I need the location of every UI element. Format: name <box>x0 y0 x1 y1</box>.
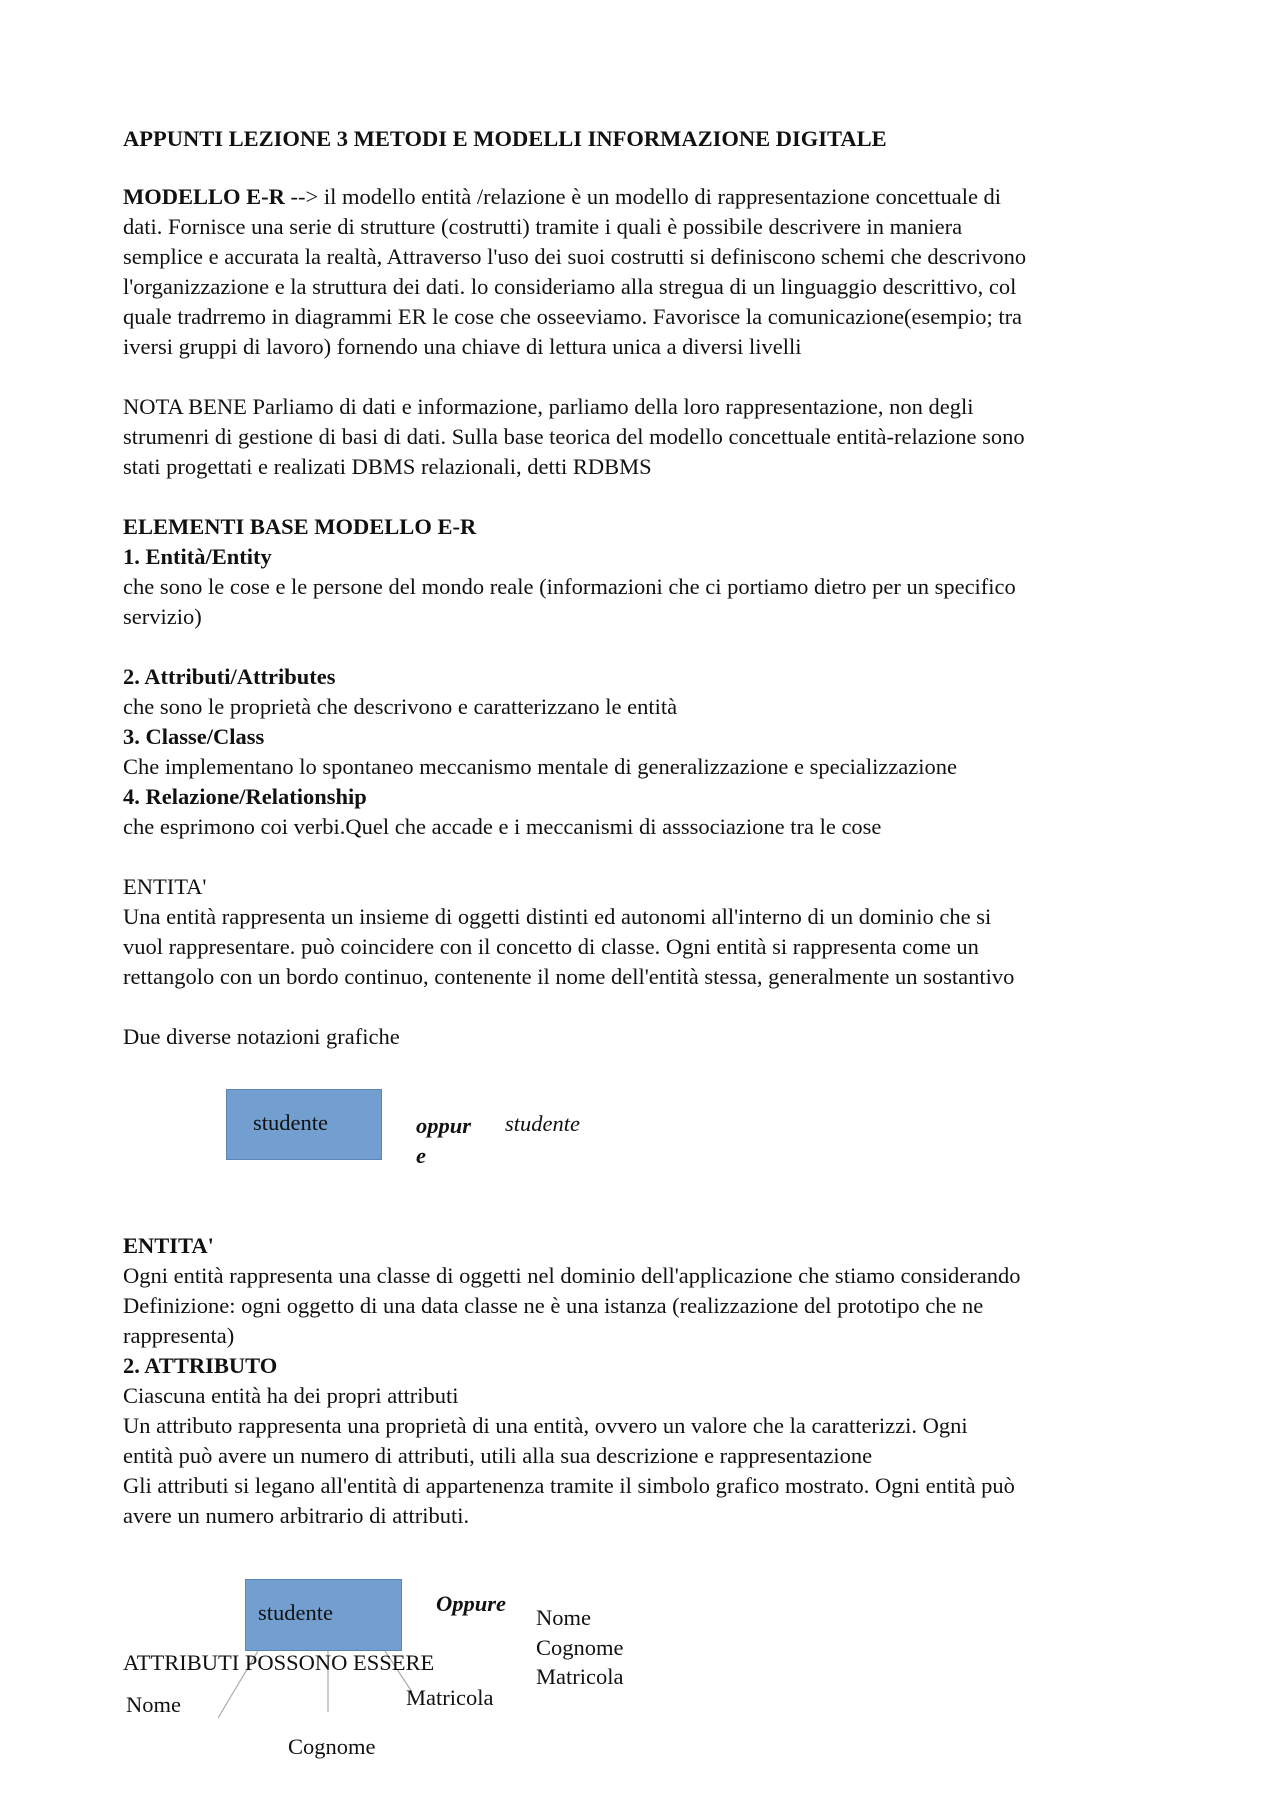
modello-paragraph-line-5: quale tradrremo in diagrammi ER le cose che osseeviamo. Favorisce la comunicazione(esempio; tra <box>123 304 1023 329</box>
modello-paragraph-line-3: semplice e accurata la realtà, Attraverso l'uso dei suoi costrutti si definiscono schemi che descrivono <box>123 244 1027 269</box>
attributo-line-3: entità può avere un numero di attributi, utili alla sua descrizione e rappresentazione <box>123 1443 873 1468</box>
entita-1-line-2: vuol rappresentare. può coincidere con il concetto di classe. Ogni entità si rappresenta come un <box>123 934 979 959</box>
attribute-nome: Nome <box>126 1692 181 1717</box>
elementi-item-3-text: Che implementano lo spontaneo meccanismo mentale di generalizzazione e specializzazione <box>123 754 958 779</box>
modello-line-1-text: --> il modello entità /relazione è un modello di rappresentazione concettuale di <box>284 184 1002 209</box>
elementi-item-4-text: che esprimono coi verbi.Quel che accade e i meccanismi di asssociazione tra le cose <box>123 814 882 839</box>
attributo-line-5: avere un numero arbitrario di attributi. <box>123 1503 470 1528</box>
attributo-heading: 2. ATTRIBUTO <box>123 1353 278 1378</box>
attribute-matricola: Matricola <box>406 1685 494 1710</box>
elementi-item-4-title: 4. Relazione/Relationship <box>123 784 367 809</box>
entita-1-heading: ENTITA' <box>123 874 207 899</box>
attribute-list-item-nome: Nome <box>536 1605 591 1630</box>
oppure-label: Oppure <box>436 1591 507 1616</box>
attribute-list-item-cognome: Cognome <box>536 1635 624 1660</box>
document-title: APPUNTI LEZIONE 3 METODI E MODELLI INFORMAZIONE DIGITALE <box>123 126 887 151</box>
elementi-item-1-line-1: che sono le cose e le persone del mondo reale (informazioni che ci portiamo dietro per un specifico <box>123 574 1016 599</box>
nota-line-1: NOTA BENE Parliamo di dati e informazione, parliamo della loro rappresentazione, non degli <box>123 394 974 419</box>
modello-paragraph-line-4: l'organizzazione e la struttura dei dati. lo consideriamo alla stregua di un linguaggio descrittivo, col <box>123 274 1017 299</box>
attributo-line-4: Gli attributi si legano all'entità di appartenenza tramite il simbolo grafico mostrato. Ogni entità può <box>123 1473 1015 1498</box>
modello-paragraph-line-2: dati. Fornisce una serie di strutture (costrutti) tramite i quali è possibile descrivere in maniera <box>123 214 963 239</box>
elementi-item-3-title: 3. Classe/Class <box>123 724 265 749</box>
elementi-item-2-text: che sono le proprietà che descrivono e caratterizzano le entità <box>123 694 678 719</box>
modello-paragraph-line-6: iversi gruppi di lavoro) fornendo una chiave di lettura unica a diversi livelli <box>123 334 802 359</box>
attribute-list-item-matricola: Matricola <box>536 1664 624 1689</box>
entita-2-line-3: rappresenta) <box>123 1323 235 1348</box>
entita-2-line-2: Definizione: ogni oggetto di una data classe ne è una istanza (realizzazione del prototipo che ne <box>123 1293 984 1318</box>
entita-2-heading: ENTITA' <box>123 1233 214 1258</box>
oppure-label-line-1: oppur <box>416 1113 472 1138</box>
entity-alt-label: studente <box>505 1111 580 1136</box>
modello-label: MODELLO E-R <box>123 184 285 209</box>
oppure-label-line-2: e <box>416 1143 426 1168</box>
attributo-line-1: Ciascuna entità ha dei propri attributi <box>123 1383 459 1408</box>
entity-box-label: studente <box>258 1600 333 1625</box>
entita-1-line-3: rettangolo con un bordo continuo, contenente il nome dell'entità stessa, generalmente un sostantivo <box>123 964 1015 989</box>
elementi-item-2-title: 2. Attributi/Attributes <box>123 664 336 689</box>
elementi-item-1-line-2: servizio) <box>123 604 202 629</box>
nota-line-3: stati progettati e realizati DBMS relazionali, detti RDBMS <box>123 454 652 479</box>
attribute-cognome: Cognome <box>288 1734 376 1759</box>
entity-box-label: studente <box>253 1110 328 1135</box>
elementi-heading: ELEMENTI BASE MODELLO E-R <box>123 514 477 539</box>
attributo-line-2: Un attributo rappresenta una proprietà di una entità, ovvero un valore che la caratterizzi. Ogni <box>123 1413 968 1438</box>
entita-2-line-1: Ogni entità rappresenta una classe di oggetti nel dominio dell'applicazione che stiamo considerando <box>123 1263 1021 1288</box>
entita-1-line-1: Una entità rappresenta un insieme di oggetti distinti ed autonomi all'interno di un dominio che si <box>123 904 992 929</box>
nota-line-2: strumenri di gestione di basi di dati. Sulla base teorica del modello concettuale entità-relazione sono <box>123 424 1025 449</box>
attributi-caption: ATTRIBUTI POSSONO ESSERE <box>123 1650 435 1675</box>
notazioni-text: Due diverse notazioni grafiche <box>123 1024 400 1049</box>
elementi-item-1-title: 1. Entità/Entity <box>123 544 272 569</box>
